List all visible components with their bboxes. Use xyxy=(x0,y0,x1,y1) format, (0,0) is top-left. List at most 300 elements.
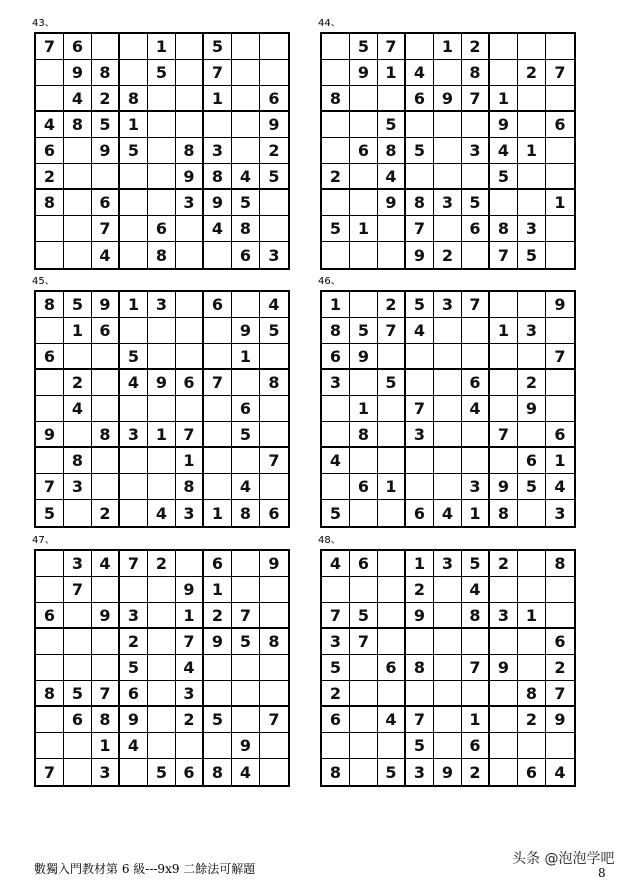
given-digit-cell: 1 xyxy=(204,86,232,112)
empty-cell xyxy=(64,190,92,216)
given-digit-cell: 7 xyxy=(322,603,350,629)
empty-cell xyxy=(378,448,406,474)
given-digit-cell: 7 xyxy=(92,681,120,707)
empty-cell xyxy=(434,318,462,344)
empty-cell xyxy=(490,681,518,707)
given-digit-cell: 3 xyxy=(148,292,176,318)
given-digit-cell: 5 xyxy=(350,34,378,60)
empty-cell xyxy=(434,112,462,138)
empty-cell xyxy=(406,112,434,138)
empty-cell xyxy=(462,422,490,448)
given-digit-cell: 7 xyxy=(378,34,406,60)
given-digit-cell: 4 xyxy=(64,396,92,422)
empty-cell xyxy=(148,577,176,603)
given-digit-cell: 6 xyxy=(462,216,490,242)
given-digit-cell: 1 xyxy=(518,138,546,164)
empty-cell xyxy=(36,86,64,112)
sudoku-grid xyxy=(34,549,290,787)
given-digit-cell: 6 xyxy=(232,242,260,268)
empty-cell xyxy=(260,216,288,242)
empty-cell xyxy=(176,112,204,138)
given-digit-cell: 3 xyxy=(462,474,490,500)
empty-cell xyxy=(64,655,92,681)
given-digit-cell: 8 xyxy=(64,448,92,474)
given-digit-cell: 5 xyxy=(148,60,176,86)
sudoku-grid xyxy=(34,32,290,270)
empty-cell xyxy=(322,422,350,448)
empty-cell xyxy=(36,551,64,577)
given-digit-cell: 1 xyxy=(546,448,574,474)
page-number: 8 xyxy=(598,866,606,880)
empty-cell xyxy=(518,164,546,190)
given-digit-cell: 6 xyxy=(322,707,350,733)
empty-cell xyxy=(546,138,574,164)
given-digit-cell: 9 xyxy=(36,422,64,448)
empty-cell xyxy=(232,370,260,396)
given-digit-cell: 5 xyxy=(92,112,120,138)
empty-cell xyxy=(378,216,406,242)
empty-cell xyxy=(378,344,406,370)
given-digit-cell: 9 xyxy=(260,551,288,577)
empty-cell xyxy=(490,396,518,422)
given-digit-cell: 6 xyxy=(350,138,378,164)
given-digit-cell: 6 xyxy=(462,733,490,759)
empty-cell xyxy=(232,681,260,707)
empty-cell xyxy=(518,577,546,603)
empty-cell xyxy=(322,474,350,500)
given-digit-cell: 4 xyxy=(260,292,288,318)
given-digit-cell: 8 xyxy=(260,370,288,396)
given-digit-cell: 8 xyxy=(120,86,148,112)
given-digit-cell: 4 xyxy=(92,551,120,577)
empty-cell xyxy=(148,733,176,759)
empty-cell xyxy=(120,318,148,344)
given-digit-cell: 5 xyxy=(120,344,148,370)
empty-cell xyxy=(260,603,288,629)
given-digit-cell: 9 xyxy=(350,60,378,86)
empty-cell xyxy=(260,759,288,785)
empty-cell xyxy=(176,292,204,318)
given-digit-cell: 9 xyxy=(518,396,546,422)
given-digit-cell: 9 xyxy=(176,164,204,190)
sudoku-grid xyxy=(34,290,290,528)
given-digit-cell: 6 xyxy=(546,629,574,655)
given-digit-cell: 8 xyxy=(518,681,546,707)
given-digit-cell: 8 xyxy=(406,190,434,216)
given-digit-cell: 1 xyxy=(462,707,490,733)
given-digit-cell: 9 xyxy=(64,60,92,86)
empty-cell xyxy=(462,318,490,344)
empty-cell xyxy=(120,34,148,60)
given-digit-cell: 7 xyxy=(36,34,64,60)
empty-cell xyxy=(232,86,260,112)
sudoku-grid xyxy=(320,32,576,270)
empty-cell xyxy=(120,164,148,190)
empty-cell xyxy=(322,242,350,268)
empty-cell xyxy=(92,448,120,474)
empty-cell xyxy=(378,733,406,759)
given-digit-cell: 1 xyxy=(518,603,546,629)
empty-cell xyxy=(232,138,260,164)
empty-cell xyxy=(462,164,490,190)
sudoku-puzzle xyxy=(32,535,286,787)
empty-cell xyxy=(148,86,176,112)
given-digit-cell: 1 xyxy=(350,396,378,422)
given-digit-cell: 6 xyxy=(378,655,406,681)
given-digit-cell: 5 xyxy=(322,216,350,242)
given-digit-cell: 4 xyxy=(176,655,204,681)
empty-cell xyxy=(204,344,232,370)
empty-cell xyxy=(490,292,518,318)
empty-cell xyxy=(350,681,378,707)
given-digit-cell: 8 xyxy=(92,60,120,86)
empty-cell xyxy=(406,344,434,370)
empty-cell xyxy=(462,112,490,138)
empty-cell xyxy=(260,733,288,759)
given-digit-cell: 2 xyxy=(406,577,434,603)
given-digit-cell: 9 xyxy=(232,318,260,344)
given-digit-cell: 5 xyxy=(232,422,260,448)
empty-cell xyxy=(260,34,288,60)
given-digit-cell: 5 xyxy=(462,190,490,216)
given-digit-cell: 7 xyxy=(64,577,92,603)
empty-cell xyxy=(490,629,518,655)
empty-cell xyxy=(204,733,232,759)
given-digit-cell: 2 xyxy=(120,629,148,655)
empty-cell xyxy=(518,344,546,370)
given-digit-cell: 2 xyxy=(434,242,462,268)
given-digit-cell: 3 xyxy=(406,422,434,448)
given-digit-cell: 1 xyxy=(546,190,574,216)
given-digit-cell: 9 xyxy=(406,603,434,629)
given-digit-cell: 7 xyxy=(406,396,434,422)
empty-cell xyxy=(36,629,64,655)
empty-cell xyxy=(434,448,462,474)
empty-cell xyxy=(518,86,546,112)
empty-cell xyxy=(232,60,260,86)
empty-cell xyxy=(204,448,232,474)
empty-cell xyxy=(176,396,204,422)
empty-cell xyxy=(434,474,462,500)
empty-cell xyxy=(64,603,92,629)
empty-cell xyxy=(64,344,92,370)
empty-cell xyxy=(322,733,350,759)
empty-cell xyxy=(36,707,64,733)
empty-cell xyxy=(350,86,378,112)
given-digit-cell: 5 xyxy=(204,707,232,733)
given-digit-cell: 7 xyxy=(260,707,288,733)
given-digit-cell: 5 xyxy=(322,655,350,681)
empty-cell xyxy=(322,112,350,138)
given-digit-cell: 2 xyxy=(378,292,406,318)
puzzle-number: 47、 xyxy=(32,535,55,546)
empty-cell xyxy=(518,292,546,318)
given-digit-cell: 4 xyxy=(120,370,148,396)
given-digit-cell: 8 xyxy=(322,86,350,112)
given-digit-cell: 7 xyxy=(120,551,148,577)
given-digit-cell: 3 xyxy=(120,603,148,629)
given-digit-cell: 8 xyxy=(92,707,120,733)
given-digit-cell: 8 xyxy=(260,629,288,655)
given-digit-cell: 9 xyxy=(546,292,574,318)
empty-cell xyxy=(148,112,176,138)
given-digit-cell: 5 xyxy=(120,655,148,681)
empty-cell xyxy=(322,34,350,60)
given-digit-cell: 5 xyxy=(204,34,232,60)
given-digit-cell: 3 xyxy=(64,551,92,577)
empty-cell xyxy=(64,422,92,448)
given-digit-cell: 3 xyxy=(268,245,280,265)
given-digit-cell: 8 xyxy=(148,242,176,268)
empty-cell xyxy=(462,448,490,474)
empty-cell xyxy=(148,603,176,629)
empty-cell xyxy=(350,500,378,526)
empty-cell xyxy=(260,655,288,681)
empty-cell xyxy=(176,86,204,112)
given-digit-cell: 5 xyxy=(406,733,434,759)
given-digit-cell: 3 xyxy=(434,551,462,577)
empty-cell xyxy=(36,242,64,268)
given-digit-cell: 6 xyxy=(176,759,204,785)
given-digit-cell: 2 xyxy=(92,500,120,526)
empty-cell xyxy=(120,500,148,526)
empty-cell xyxy=(204,655,232,681)
given-digit-cell: 9 xyxy=(148,370,176,396)
given-digit-cell: 8 xyxy=(462,60,490,86)
empty-cell xyxy=(350,190,378,216)
given-digit-cell: 3 xyxy=(176,500,204,526)
given-digit-cell: 1 xyxy=(120,112,148,138)
empty-cell xyxy=(232,577,260,603)
given-digit-cell: 3 xyxy=(322,370,350,396)
empty-cell xyxy=(490,370,518,396)
empty-cell xyxy=(92,396,120,422)
given-digit-cell: 4 xyxy=(378,164,406,190)
given-digit-cell: 9 xyxy=(350,344,378,370)
given-digit-cell: 8 xyxy=(232,216,260,242)
given-digit-cell: 8 xyxy=(546,551,574,577)
footer-title: 數獨入門教材第 6 級---9x9 二餘法可解題 xyxy=(34,862,256,876)
empty-cell xyxy=(36,577,64,603)
given-digit-cell: 3 xyxy=(120,422,148,448)
empty-cell xyxy=(176,318,204,344)
puzzle-number: 45、 xyxy=(32,276,55,287)
given-digit-cell: 4 xyxy=(92,242,120,268)
empty-cell xyxy=(518,422,546,448)
given-digit-cell: 3 xyxy=(92,759,120,785)
empty-cell xyxy=(232,448,260,474)
empty-cell xyxy=(490,60,518,86)
empty-cell xyxy=(546,34,574,60)
empty-cell xyxy=(64,500,92,526)
given-digit-cell: 1 xyxy=(232,344,260,370)
given-digit-cell: 2 xyxy=(462,759,490,785)
given-digit-cell: 1 xyxy=(176,448,204,474)
given-digit-cell: 5 xyxy=(350,603,378,629)
given-digit-cell: 8 xyxy=(64,112,92,138)
empty-cell xyxy=(546,370,574,396)
empty-cell xyxy=(378,629,406,655)
given-digit-cell: 1 xyxy=(378,60,406,86)
given-digit-cell: 4 xyxy=(490,138,518,164)
empty-cell xyxy=(434,707,462,733)
given-digit-cell: 3 xyxy=(176,681,204,707)
given-digit-cell: 2 xyxy=(518,707,546,733)
empty-cell xyxy=(434,396,462,422)
given-digit-cell: 4 xyxy=(322,448,350,474)
empty-cell xyxy=(64,242,92,268)
given-digit-cell: 8 xyxy=(36,681,64,707)
given-digit-cell: 8 xyxy=(322,759,350,785)
given-digit-cell: 3 xyxy=(204,138,232,164)
empty-cell xyxy=(36,60,64,86)
empty-cell xyxy=(546,216,574,242)
given-digit-cell: 1 xyxy=(322,292,350,318)
given-digit-cell: 2 xyxy=(176,707,204,733)
given-digit-cell: 2 xyxy=(490,551,518,577)
given-digit-cell: 4 xyxy=(148,500,176,526)
puzzle-number: 43、 xyxy=(32,18,55,29)
given-digit-cell: 7 xyxy=(36,759,64,785)
empty-cell xyxy=(406,370,434,396)
given-digit-cell: 6 xyxy=(518,448,546,474)
given-digit-cell: 2 xyxy=(322,164,350,190)
empty-cell xyxy=(120,242,148,268)
sudoku-puzzle xyxy=(318,535,572,787)
given-digit-cell: 1 xyxy=(350,216,378,242)
given-digit-cell: 6 xyxy=(322,344,350,370)
empty-cell xyxy=(148,474,176,500)
given-digit-cell: 4 xyxy=(232,759,260,785)
empty-cell xyxy=(434,629,462,655)
given-digit-cell: 5 xyxy=(462,551,490,577)
empty-cell xyxy=(64,164,92,190)
empty-cell xyxy=(518,655,546,681)
empty-cell xyxy=(36,370,64,396)
empty-cell xyxy=(148,344,176,370)
empty-cell xyxy=(462,681,490,707)
empty-cell xyxy=(546,396,574,422)
given-digit-cell: 7 xyxy=(92,216,120,242)
watermark: 头条 @泡泡学吧 xyxy=(512,851,615,867)
given-digit-cell: 5 xyxy=(232,629,260,655)
empty-cell xyxy=(92,629,120,655)
empty-cell xyxy=(490,759,518,785)
given-digit-cell: 8 xyxy=(176,138,204,164)
empty-cell xyxy=(232,551,260,577)
given-digit-cell: 6 xyxy=(406,500,434,526)
puzzle-number: 46、 xyxy=(318,276,341,287)
sudoku-puzzle xyxy=(318,18,572,270)
empty-cell xyxy=(148,448,176,474)
empty-cell xyxy=(378,551,406,577)
given-digit-cell: 3 xyxy=(322,629,350,655)
given-digit-cell: 5 xyxy=(64,681,92,707)
empty-cell xyxy=(378,603,406,629)
given-digit-cell: 7 xyxy=(204,60,232,86)
empty-cell xyxy=(176,733,204,759)
sudoku-puzzle xyxy=(318,276,572,528)
given-digit-cell: 1 xyxy=(204,577,232,603)
empty-cell xyxy=(204,112,232,138)
given-digit-cell: 6 xyxy=(350,551,378,577)
given-digit-cell: 5 xyxy=(350,318,378,344)
given-digit-cell: 6 xyxy=(268,503,280,523)
given-digit-cell: 4 xyxy=(232,474,260,500)
empty-cell xyxy=(36,318,64,344)
given-digit-cell: 9 xyxy=(120,707,148,733)
given-digit-cell: 1 xyxy=(490,318,518,344)
given-digit-cell: 7 xyxy=(546,681,574,707)
given-digit-cell: 1 xyxy=(176,603,204,629)
empty-cell xyxy=(64,629,92,655)
empty-cell xyxy=(406,34,434,60)
empty-cell xyxy=(120,396,148,422)
given-digit-cell: 2 xyxy=(546,655,574,681)
given-digit-cell: 3 xyxy=(406,759,434,785)
given-digit-cell: 3 xyxy=(518,216,546,242)
given-digit-cell: 5 xyxy=(260,164,288,190)
given-digit-cell: 9 xyxy=(490,655,518,681)
given-digit-cell: 9 xyxy=(434,86,462,112)
empty-cell xyxy=(350,112,378,138)
empty-cell xyxy=(322,577,350,603)
empty-cell xyxy=(92,370,120,396)
given-digit-cell: 6 xyxy=(462,370,490,396)
empty-cell xyxy=(322,396,350,422)
given-digit-cell: 8 xyxy=(378,138,406,164)
empty-cell xyxy=(350,577,378,603)
given-digit-cell: 6 xyxy=(350,474,378,500)
empty-cell xyxy=(322,60,350,86)
given-digit-cell: 9 xyxy=(204,190,232,216)
given-digit-cell: 2 xyxy=(260,138,288,164)
empty-cell xyxy=(434,655,462,681)
given-digit-cell: 4 xyxy=(322,551,350,577)
empty-cell xyxy=(350,655,378,681)
empty-cell xyxy=(64,733,92,759)
given-digit-cell: 6 xyxy=(64,34,92,60)
empty-cell xyxy=(378,422,406,448)
given-digit-cell: 8 xyxy=(204,759,232,785)
given-digit-cell: 9 xyxy=(260,112,288,138)
empty-cell xyxy=(92,344,120,370)
given-digit-cell: 1 xyxy=(434,34,462,60)
empty-cell xyxy=(204,242,232,268)
given-digit-cell: 5 xyxy=(120,138,148,164)
given-digit-cell: 6 xyxy=(546,422,574,448)
given-digit-cell: 7 xyxy=(406,707,434,733)
empty-cell xyxy=(518,34,546,60)
empty-cell xyxy=(406,681,434,707)
empty-cell xyxy=(518,629,546,655)
given-digit-cell: 5 xyxy=(518,242,546,268)
empty-cell xyxy=(434,60,462,86)
given-digit-cell: 9 xyxy=(546,707,574,733)
given-digit-cell: 7 xyxy=(232,603,260,629)
given-digit-cell: 2 xyxy=(322,681,350,707)
given-digit-cell: 4 xyxy=(120,733,148,759)
given-digit-cell: 6 xyxy=(406,86,434,112)
empty-cell xyxy=(92,34,120,60)
given-digit-cell: 3 xyxy=(554,503,566,523)
empty-cell xyxy=(378,86,406,112)
empty-cell xyxy=(260,60,288,86)
empty-cell xyxy=(120,759,148,785)
empty-cell xyxy=(490,344,518,370)
given-digit-cell: 2 xyxy=(36,164,64,190)
given-digit-cell: 3 xyxy=(434,190,462,216)
